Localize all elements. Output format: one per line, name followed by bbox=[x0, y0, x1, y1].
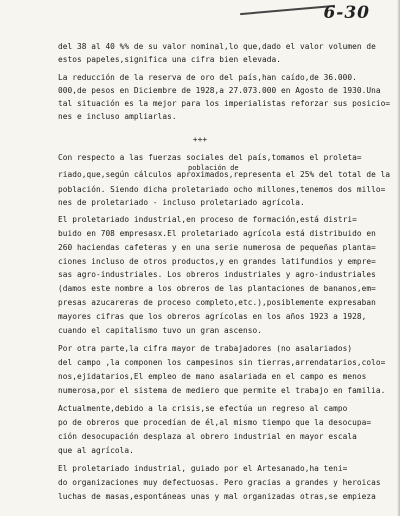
text-line: presas azucareras de proceso completo,etc.),posiblemente expresaban bbox=[58, 298, 376, 307]
text-line: Con respecto a las fuerzas sociales del país,tomamos el proleta= bbox=[58, 153, 362, 162]
text-line: estos papeles,significa una cifra bien elevada. bbox=[58, 55, 281, 64]
text-line: La reducción de la reserva de oro del país,han caído,de 36.000. bbox=[58, 73, 357, 82]
text-line: ciones incluso de otros productos,y en grandes latifundios y empre= bbox=[58, 257, 376, 266]
text-line: El proletariado industrial, guiado por el Artesanado,ha teni= bbox=[58, 464, 348, 473]
text-line: buido en 708 empresasx.El proletariado agrícola está distribuido en bbox=[58, 229, 376, 238]
text-line: Actualmente,debido a la crisis,se efectúa un regreso al campo bbox=[58, 404, 348, 413]
section-separator: +++ bbox=[192, 135, 208, 144]
text-line: luchas de masas,espontáneas unas y mal organizadas otras,se empieza bbox=[58, 492, 376, 501]
text-line: nes de proletariado - incluso proletariado agrícola. bbox=[58, 198, 305, 207]
interlinear-insertion: población de bbox=[188, 164, 239, 172]
text-line: nes e incluso ampliarlas. bbox=[58, 112, 177, 121]
text-line: cuando el capitalismo tuvo un gran ascenso. bbox=[58, 326, 262, 335]
text-line: po de obreros que procedían de él,al mismo tiempo que la desocupa= bbox=[58, 418, 372, 427]
text-line: sas agro-industriales. Los obreros industriales y agro-industriales bbox=[58, 270, 376, 279]
text-line: riado,que,según cálculos aproximados,representa el 25% del total de la bbox=[58, 170, 391, 179]
text-line: que al agrícola. bbox=[58, 446, 134, 455]
text-line: (damos este nombre a los obreros de las plantaciones de bananos,em= bbox=[58, 284, 376, 293]
handwritten-strike-mark bbox=[240, 5, 335, 15]
text-line: 000,de pesos en Diciembre de 1928,a 27.073.000 en Agosto de 1930.Una bbox=[58, 86, 381, 95]
text-line: población. Siendo dicha proletariado ocho millones,tenemos dos millo= bbox=[58, 185, 386, 194]
text-line: ción desocupación desplaza al obrero industrial en mayor escala bbox=[58, 432, 357, 441]
text-line: El proletariado industrial,en proceso de formación,está distri= bbox=[58, 215, 357, 224]
page-number-handwritten: 6-30 bbox=[323, 3, 370, 23]
text-line: 260 haciendas cafeteras y en una serie numerosa de pequeñas planta= bbox=[58, 243, 376, 252]
text-line: tal situación es la mejor para los imperialistas reforzar sus posicio= bbox=[58, 99, 391, 108]
text-line: mayores cifras que los obreros agrícolas en los años 1923 a 1928, bbox=[58, 312, 367, 321]
text-line: Por otra parte,la cifra mayor de trabajadores (no asalariados) bbox=[58, 344, 353, 353]
text-line: numerosa,por el sistema de mediero que permite el trabajo en familia. bbox=[58, 386, 386, 395]
text-line: del campo ,la componen los campesinos sin tierras,arrendatarios,colo= bbox=[58, 358, 386, 367]
text-line: del 38 al 40 %% de su valor nominal,lo que,dado el valor volumen de bbox=[58, 42, 376, 51]
text-line: do organizaciones muy defectuosas. Pero gracias a grandes y heroicas bbox=[58, 478, 381, 487]
text-line: nos,ejidatarios,El empleo de mano asalariada en el campo es menos bbox=[58, 372, 367, 381]
